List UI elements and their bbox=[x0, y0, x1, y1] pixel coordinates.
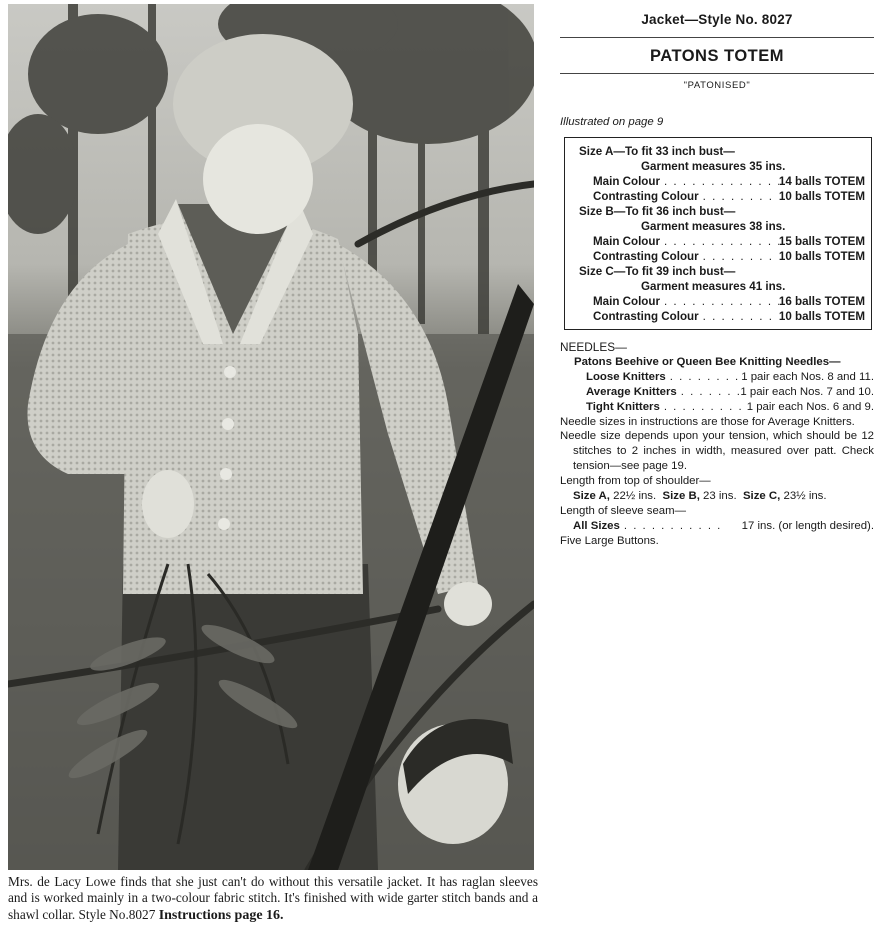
row-value: 10 balls TOTEM bbox=[778, 190, 865, 203]
size-measure: Garment measures 41 ins. bbox=[641, 280, 786, 293]
needles-brand: Patons Beehive or Queen Bee Knitting Needles— bbox=[574, 355, 841, 368]
caption-instructions-ref: Instructions page 16. bbox=[158, 907, 284, 923]
row-label: Main Colour bbox=[593, 175, 660, 188]
needle-note-average: Needle sizes in instructions are those for Average Knitters. bbox=[560, 415, 855, 428]
knitting-photo bbox=[8, 4, 534, 870]
row-value: 10 balls TOTEM bbox=[778, 310, 865, 323]
length-a-label: Size A, bbox=[573, 490, 610, 503]
needle-row-label: Average Knitters bbox=[586, 385, 677, 398]
length-c-value: 23½ ins. bbox=[783, 490, 827, 503]
needle-row-loose bbox=[560, 370, 874, 385]
size-heading: Size C—To fit 39 inch bust— bbox=[579, 265, 736, 278]
size-block-b bbox=[579, 204, 865, 264]
size-block-a bbox=[579, 144, 865, 204]
photo-illustration bbox=[8, 4, 534, 870]
size-measure: Garment measures 35 ins. bbox=[641, 160, 786, 173]
sleeve-label: All Sizes bbox=[573, 519, 620, 532]
row-label: Contrasting Colour bbox=[593, 310, 699, 323]
needle-note-tension: Needle size depends upon your tension, which should be 12 stitches to 2 inches in width, measured over patt. Check tension—see page 19. bbox=[560, 430, 874, 473]
main-colour-row bbox=[579, 234, 865, 249]
photo-caption bbox=[8, 874, 538, 924]
size-heading: Size A—To fit 33 inch bust— bbox=[579, 145, 735, 158]
length-b-label: Size B, bbox=[662, 490, 700, 503]
length-c-label: Size C, bbox=[742, 490, 781, 503]
needle-row-value: 1 pair each Nos. 8 and 11. bbox=[741, 370, 874, 383]
sleeve-value: 17 ins. (or length desired). bbox=[741, 519, 874, 532]
size-measure: Garment measures 38 ins. bbox=[641, 220, 786, 233]
needles-heading: NEEDLES— bbox=[560, 340, 627, 354]
contrast-colour-row bbox=[579, 309, 865, 324]
needles-section bbox=[560, 340, 874, 549]
row-label: Contrasting Colour bbox=[593, 190, 699, 203]
contrast-colour-row bbox=[579, 249, 865, 264]
sleeve-heading: Length of sleeve seam— bbox=[560, 504, 687, 517]
needle-row-tight bbox=[560, 400, 874, 415]
length-a-value: 22½ ins. bbox=[613, 490, 657, 503]
row-value: 14 balls TOTEM bbox=[778, 175, 865, 188]
size-block-c bbox=[579, 264, 865, 324]
yarn-subtitle: "PATONISED" bbox=[683, 80, 751, 91]
needle-row-average bbox=[560, 385, 874, 400]
needle-row-value: 1 pair each Nos. 6 and 9. bbox=[746, 400, 874, 413]
row-label: Main Colour bbox=[593, 235, 660, 248]
row-value: 16 balls TOTEM bbox=[778, 295, 865, 308]
row-label: Contrasting Colour bbox=[593, 250, 699, 263]
main-colour-row bbox=[579, 294, 865, 309]
needle-row-label: Tight Knitters bbox=[586, 400, 660, 413]
length-b-value: 23 ins. bbox=[703, 490, 737, 503]
sleeve-row bbox=[560, 519, 874, 534]
row-label: Main Colour bbox=[593, 295, 660, 308]
buttons-note: Five Large Buttons. bbox=[560, 534, 659, 547]
pattern-column bbox=[560, 8, 874, 549]
size-heading: Size B—To fit 36 inch bust— bbox=[579, 205, 736, 218]
needle-row-value: 1 pair each Nos. 7 and 10. bbox=[740, 385, 874, 398]
needle-row-label: Loose Knitters bbox=[586, 370, 666, 383]
length-heading: Length from top of shoulder— bbox=[560, 475, 711, 488]
caption-text: Mrs. de Lacy Lowe finds that she just can't do without this versatile jacket. It has raglan sleeves and is worked mainly in a two-colour fabric stitch. It's finished with wide garter stitch bands and a shawl collar. Style No.8027 bbox=[8, 874, 538, 922]
row-value: 15 balls TOTEM bbox=[778, 235, 865, 248]
sizes-box bbox=[564, 137, 872, 330]
length-values bbox=[560, 489, 874, 504]
illustrated-note: Illustrated on page 9 bbox=[560, 116, 664, 128]
contrast-colour-row bbox=[579, 189, 865, 204]
yarn-name: PATONS TOTEM bbox=[560, 38, 874, 74]
pattern-title: Jacket—Style No. 8027 bbox=[560, 8, 874, 38]
row-value: 10 balls TOTEM bbox=[778, 250, 865, 263]
main-colour-row bbox=[579, 174, 865, 189]
